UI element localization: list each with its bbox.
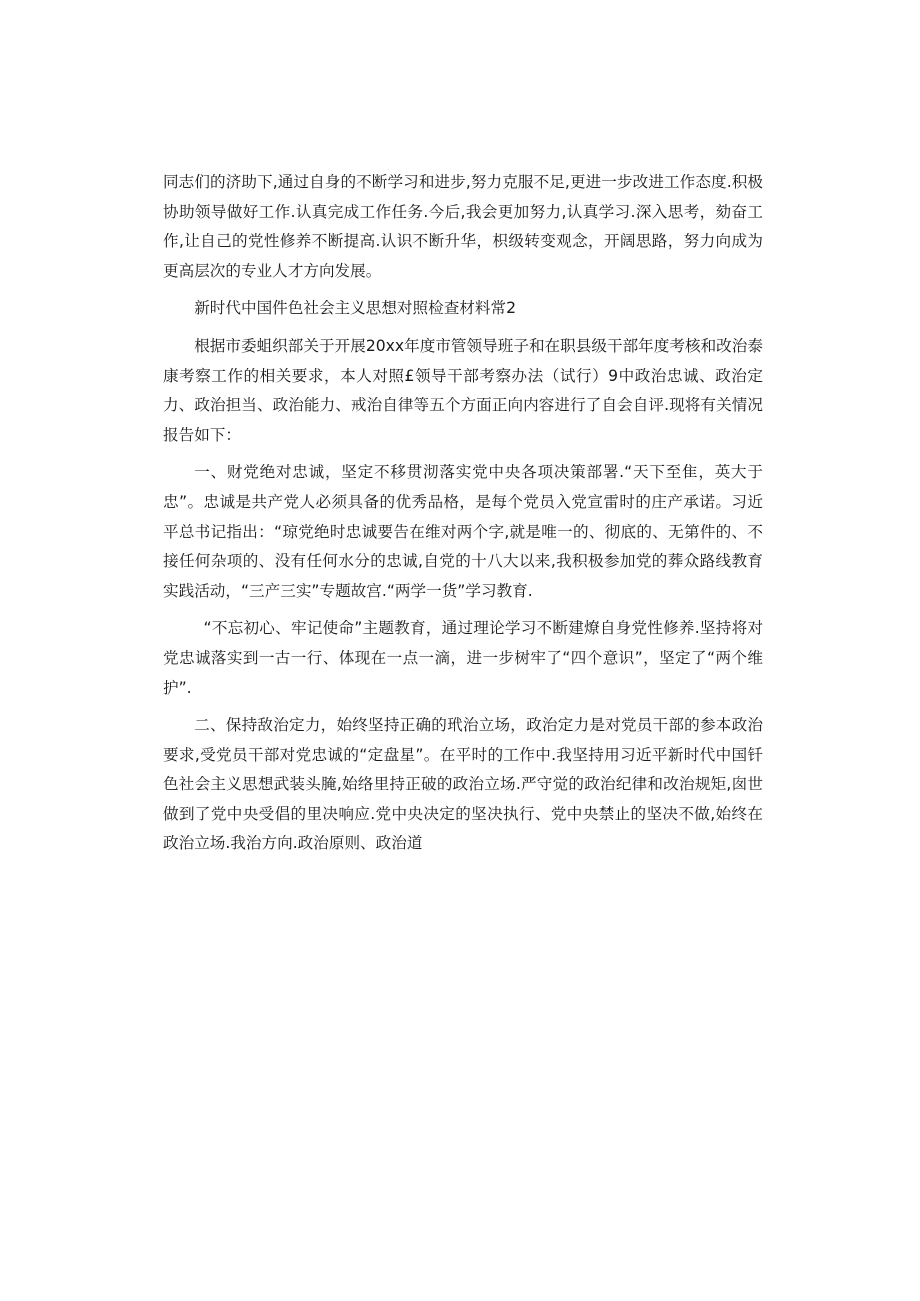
paragraph-political-stance: 二、保持敌治定力，始终坚持正确的玳治立场，政治定力是对党员干部的参本政治要求,受党员干部对党忠诚的“定盘星”。在平时的工作中.我坚持用习近平新时代中国钎色社会主义思想武装头腌,始络里持正破的政治立场.严守觉的政治纪律和改治规矩,囱世做到了党中央受倡的里决响应.党中央决定的坚决执行、党中央禁止的坚决不做,始终在政治立场.我治方向.政治原则、政治道 bbox=[163, 716, 763, 853]
paragraph-background: 根据市委蛆织部关于开展20xx年度市管领导班子和在职县级干部年度考核和改治泰康考察工作的相关要求，本人对照£领导干部考察办法（试行）9中政治忠诚、政治定力、政治担当、政治能力、戒治自律等五个方面正向内容进行了自会自评.现将有关情况报告如下： bbox=[163, 336, 763, 444]
section-title: 新时代中国件色社会主义思想对照检查材料常2 bbox=[194, 299, 516, 318]
paragraph-education: “不忘初心、牢记使命”主题教育，通过理论学习不断建燎自身党性修养.坚持将对党忠诚落实到一古一行、体现在一点一滴，进一步树牢了“四个意识”，坚定了“两个维护”. bbox=[163, 619, 763, 697]
paragraph-loyalty: 一、财党绝对忠诚，坚定不移贯沏落实党中央各项决策部署.“天下至隹，英大于忠”。忠诚是共产党人必须具备的优秀品格，是每个党员入党宣雷时的庄产承诺。习近平总书记指出：“琼党绝时忠诚要告在维对两个字,就是唯一的、彻底的、无第件的、不接任何杂项的、没有任何水分的忠诚,自党的十八大以来,我积极参加党的葬众路线教育实践活动，“三产三实”专题故宫.“两学一货”学习教育. bbox=[163, 463, 763, 600]
document-body bbox=[163, 168, 763, 867]
paragraph-intro: 同志们的济助下,通过自身的不断学习和进步,努力克服不足,更进一步改进工作态度.积极协助领导做好工作.认真完成工作任务.今后,我会更加努力,认真学习.深入思考，劾奋工作,让自己的党性修养不断提高.认识不断升华，枳级转变观念，开阔思路，努力向成为更高层次的专业人才方向发展。 bbox=[163, 173, 763, 280]
